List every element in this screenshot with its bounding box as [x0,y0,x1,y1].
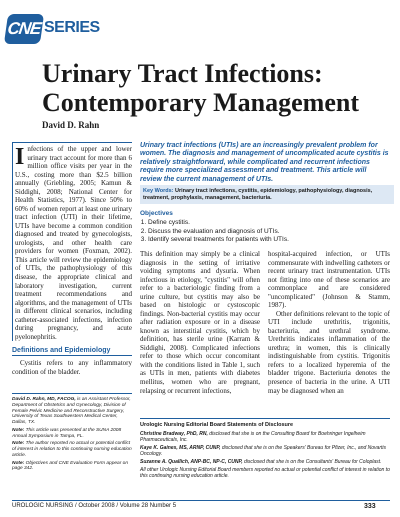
author-notes [12,393,132,474]
middle-column [140,250,260,395]
keywords-box [140,185,394,204]
series-label: SERIES [44,19,100,36]
article-byline: David D. Rahn [42,120,100,130]
cne-logo-text: CNE [6,19,42,38]
disclosure-statement: disclosed that she is on the Consulting Board for Boehringer Ingelheim Pharmaceuticals, Inc. [140,430,366,443]
journal-citation: UROLOGIC NURSING / October 2008 / Volume 28 Number 5 [12,503,177,509]
note-text: This article was presented at the SUNA 2008 Annual Symposium in Tampa, FL. [12,427,122,439]
note-symposium [12,428,132,440]
note-objectives [12,461,132,473]
keywords-label: Key Words: [143,188,174,194]
opening-paragraph [12,142,132,341]
disclosure-person: Kaye K. Gaines, MS, ARNP, CUNP, [140,444,221,451]
note-label: Note: [12,427,25,433]
objective-item: 1. Define cystitis. [148,219,390,227]
note-label: Note: [12,460,25,466]
note-conflict [12,441,132,458]
objective-item: 2. Discuss the evaluation and diagnosis of UTIs. [148,228,390,236]
objectives-heading: Objectives [140,210,173,217]
left-column [12,142,132,376]
disclosure-closing: All other Urologic Nursing Editorial Board members reported no actual or potential conflict of interest in relation to this continuing nursing education article. [140,466,390,479]
disclosure-entry [140,431,390,443]
disclosure-statement: disclosed that she is on the Speakers' Bureau for Pfizer, Inc., and Novartis Oncology. [140,444,386,457]
disclosure-heading: Urologic Nursing Editorial Board Statements of Disclosure [140,422,294,428]
right-column-paragraph: hospital-acquired infection, or UTIs commensurate with indwelling catheters or recent urinary tract instrumentation. UTIs not fitting into one of these scenarios are commonplace and are considered "uncomplicated" (Johnson & Stamm, 1987). [268,250,390,310]
author-bio-text: is an Assistant Professor, Department of Obstetrics and Gynecology, Division of Female Pelvic Medicine and Reconstructive Surgery, University of Texas Southwestern Medical Center, Dallas, TX. [12,397,131,425]
disclosure-entry [140,459,390,465]
right-column-paragraph: Other definitions relevant to the topic of UTI include urethritis, trigonitis, bacteriuria, and urethral syndrome. Urethritis indicates inflammation of the urethra; in women, this is clinically indistinguishable from cystitis. Trigonitis refers to a localized hyperemia of the bladder trigone. Bacteriuria denotes the presence of bacteria in the urine. A UTI may be diagnosed when an [268,309,390,395]
disclosure-statements [140,418,390,481]
definitions-paragraph: Cystitis refers to any inflammatory condition of the bladder. [12,359,132,376]
disclosure-person: Christine Bradway, PhD, RN, [140,430,208,437]
disclosure-statement: disclosed that she is on the Consultants' Bureau for Coloplast. [242,458,382,465]
keywords-text: Urinary tract infections, cystitis, epidemiology, pathophysiology, diagnosis, treatment, prophylaxis, management, bacteriuria. [143,188,373,201]
objectives-section [140,210,390,245]
disclosure-entry [140,445,390,457]
cne-logo-badge [4,14,44,44]
article-intro: Urinary tract infections (UTIs) are an increasingly prevalent problem for women. The diagnosis and management of uncomplicated acute cystitis is relatively straightforward, while complicated and recurrent infections require more specialized assessment and treatment. This article will review the current management of UTIs. [140,142,389,183]
objectives-list [140,219,390,244]
author-bio [12,397,132,426]
note-text: Objectives and CNE Evaluation Form appear on page 342. [12,460,128,472]
section-heading-definitions: Definitions and Epidemiology [12,347,132,356]
note-label: Note: [12,441,25,447]
drop-cap: I [15,144,25,170]
footer-divider [12,500,390,501]
page-number: 333 [364,503,376,510]
article-title: Urinary Tract Infections: Contemporary Management [42,59,359,117]
right-column [268,250,390,395]
note-text: The author reported no actual or potential conflict of interest in relation to this continuing nursing education article. [12,441,132,458]
objective-item: 3. Identify several treatments for patients with UTIs. [148,236,390,244]
opening-paragraph-text: nfections of the upper and lower urinary tract account for more than 6 million office visits per year in the U.S., costing more than $2.5 billion annually (Griebling, 2005; Kamun & Siddighi, 2008; National Center for Health Statistics, 1977). Since 50% to 60% of women report at least one urinary tract infection (UTI) in their lifetime, UTIs have become a common condition diagnosed and treated by gynecologists, urologists, and other health care providers for women (Foxman, 2002). This article will review the epidemiology of UTIs, the pathophysiology of this disease, the appropriate clinical and laboratory investigation, current treatment recommendations and algorithms, and the management of UTIs in different clinical scenarios, including catheter-associated infections, infection during pregnancy, and acute pyelonephritis. [15,145,132,341]
author-name: David D. Rahn, MD, FACOG, [12,397,76,402]
disclosure-person: Suzanne A. Quallich, ANP-BC, NP-C, CUNP, [140,458,243,465]
middle-column-text: This definition may simply be a clinical diagnosis in the setting of irritative voiding symptoms and dysuria. When infectious in etiology, "cystitis" will often refer to a bacteriologic finding from a urine culture, but cystitis may also be based on histologic or cystoscopic findings. Non-bacterial cystitis may occur after radiation exposure or in a disease known as interstitial cystitis, which by definition, has sterile urine (Karram & Siddighi, 2008). Complicated infections refer to those which occur concomitant with the conditions listed in Table 1, such as UTIs in men, patients with diabetes mellitus, women who are pregnant, relapsing or recurrent infections, [140,250,260,395]
